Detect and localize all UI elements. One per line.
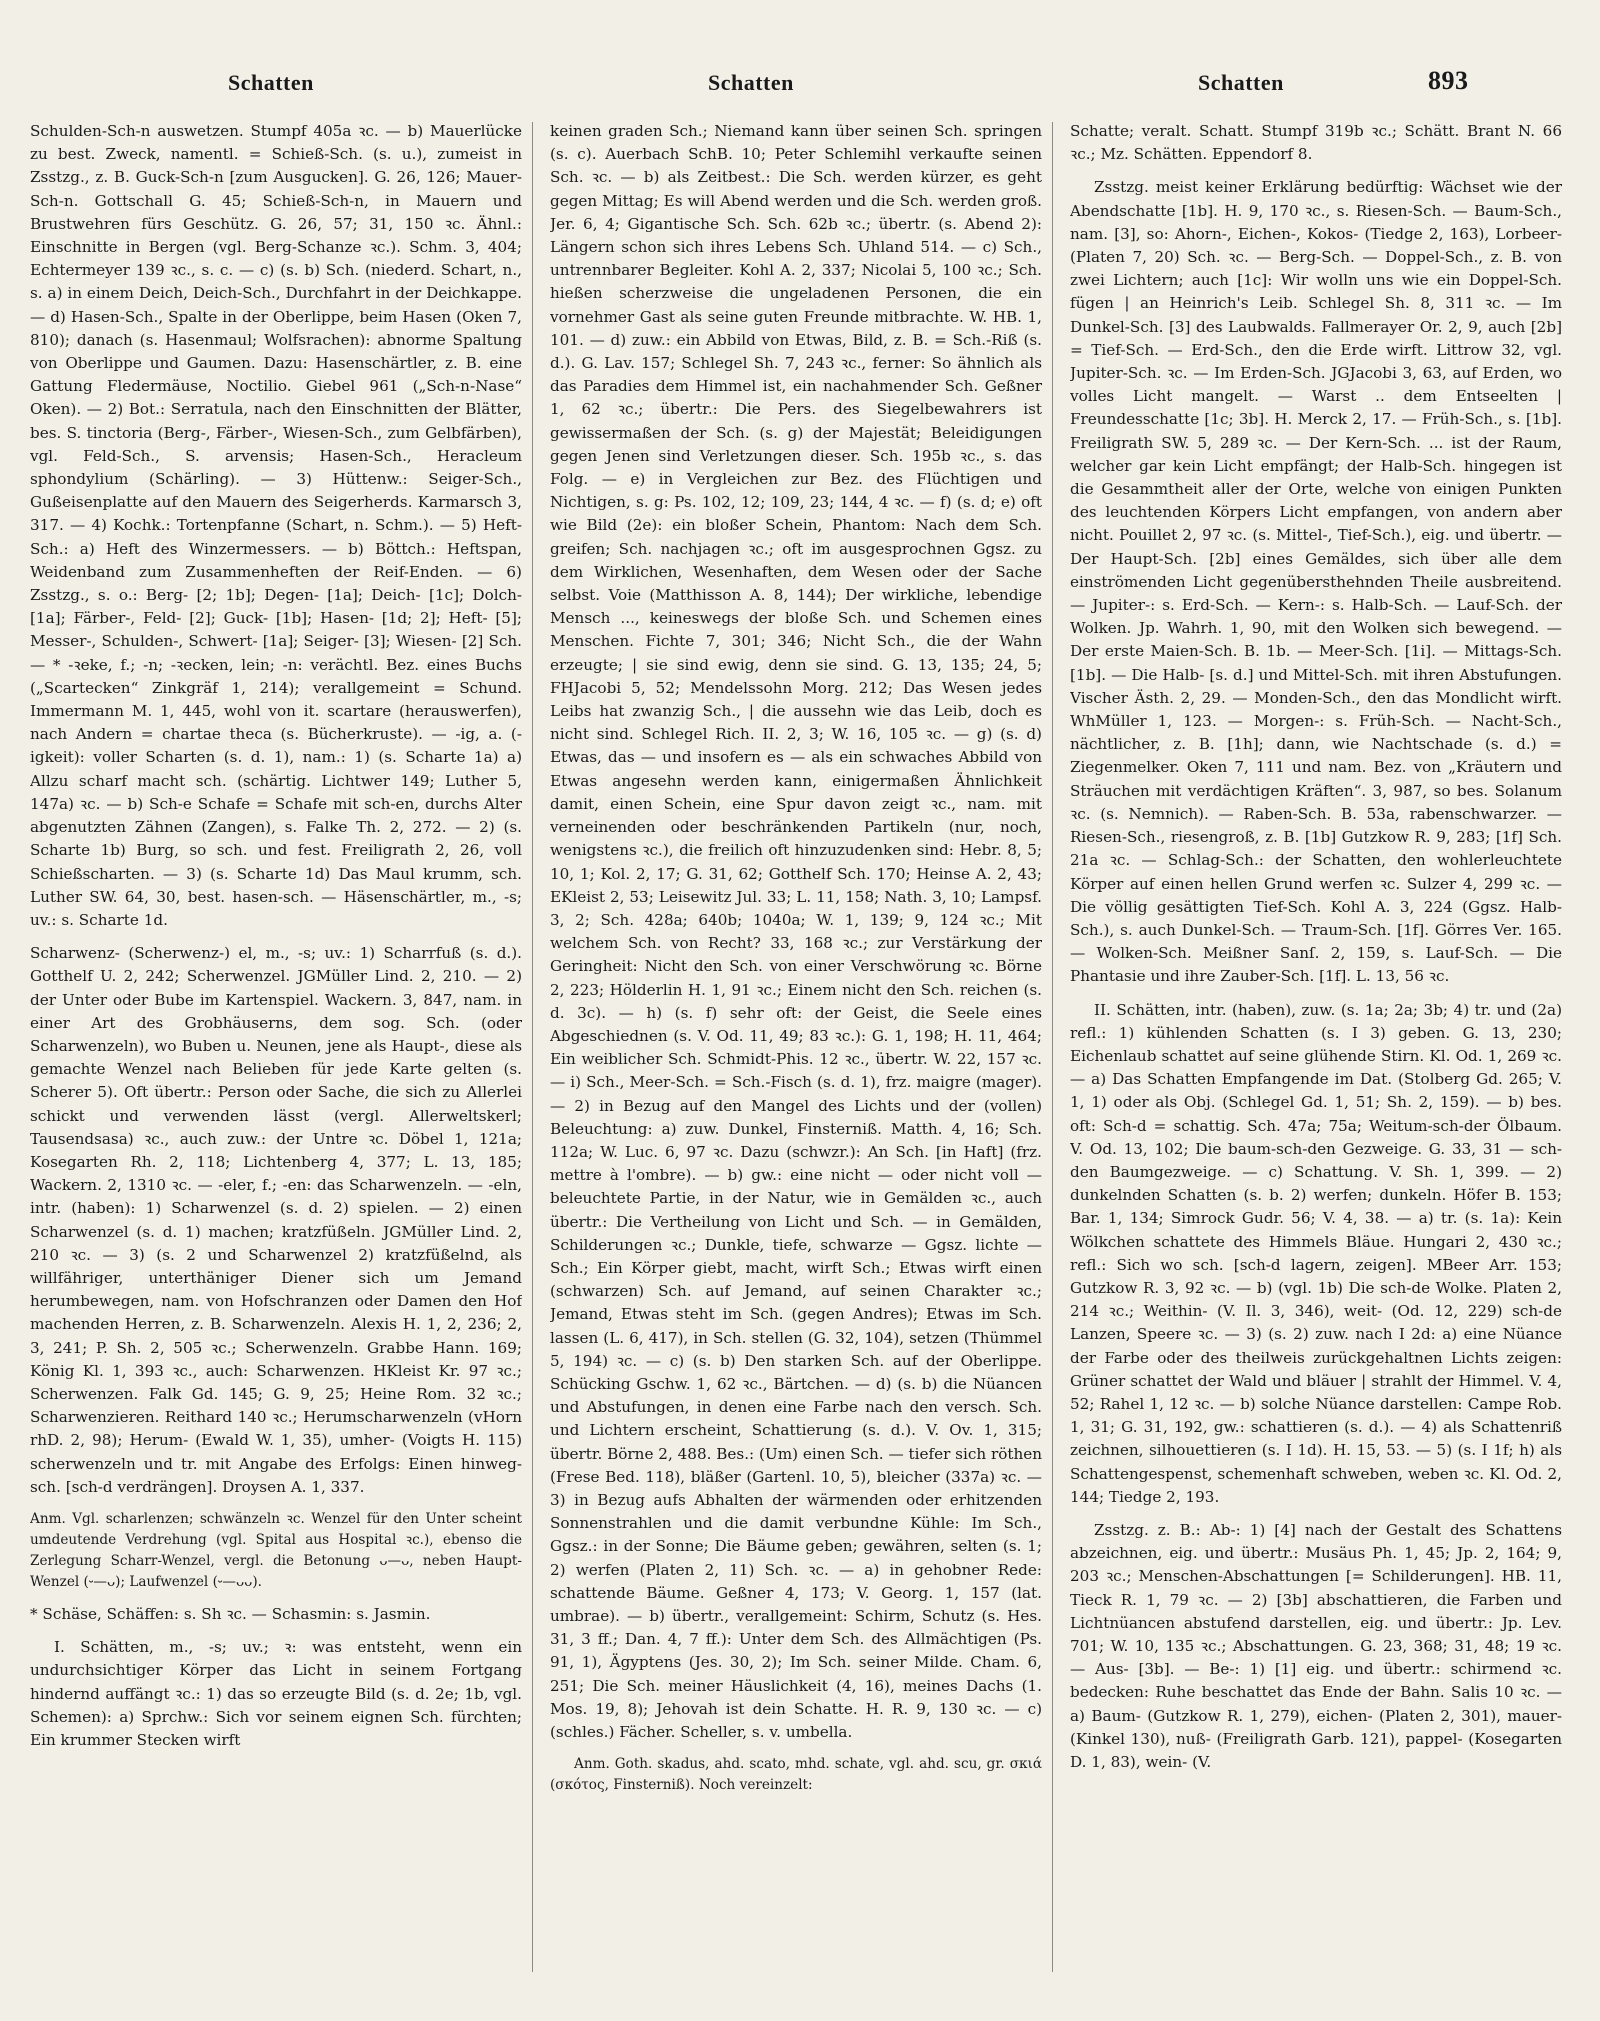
entry-scharte-continued: Schulden-Sch-n auswetzen. Stumpf 405a ꝛc. — b) Mauerlücke zu best. Zweck, namentl. = Schieß-Sch. (s. u.), zumeist in Zsstzg., z. B. Guck-Sch-n [zum Ausgucken]. G. 26, 126; Mauer-Sch-n. Gottschall G. 45; Schieß-Sch-n, in Mauern und Brustwehren fürs Geschütz. G. 26, 57; 31, 150 ꝛc. Ähnl.: Einschnitte in Bergen (vgl. Berg-Schanze ꝛc.). Schm. 3, 404; Echtermeyer 139 ꝛc., s. c. — c) (s. b) Sch. (niederd. Schart, n., s. a) in einem Deich, Deich-Sch., Durchfahrt in der Deichkappe. — d) Hasen-Sch., Spalte in der Oberlippe, beim Hasen (Oken 7, 810); danach (s. Hasenmaul; Wolfsrachen): abnorme Spaltung von Oberlippe und Gaumen. Dazu: Hasenschärtler, z. B. eine Gattung Fledermäuse, Noctilio. Giebel 961 („Sch-n-Nase“ Oken). — 2) Bot.: Serratula, nach den Einschnitten der Blätter, bes. S. tinctoria (Berg-, Färber-, Wiesen-Sch., zum Gelbfärben), vgl. Feld-Sch., S. arvensis; Hasen-Sch., Heracleum sphondylium (Schärling). — 3) Hüttenw.: Seiger-Sch., Gußeisenplatte auf den Mauern des Seigerherds. Karmarsch 3, 317. — 4) Kochk.: Tortenpfanne (Schart, n. Schm.). — 5) Heft-Sch.: a) Heft des Winzermessers. — b) Böttch.: Heftspan, Weidenband zum Zusammenheften der Reif-Enden. — 6) Zsstzg., s. o.: Berg- [2; 1b]; Degen- [1a]; Deich- [1c]; Dolch- [1a]; Färber-, Feld- [2]; Guck- [1b]; Hasen- [1d; 2]; Heft- [5]; Messer-, Schulden-, Schwert- [1a]; Seiger- [3]; Wiesen- [2] Sch. — * -ꝛeke, f.; -n; -ꝛecken, lein; -n: verächtl. Bez. eines Buchs („Scartecken“ Zinkgräf 1, 214); verallgemeint = Schund. Immermann M. 1, 445, wohl von it. scartare (herauswerfen), nach Andern = chartae theca (s. Bücherkruste). — -ig, a. (-igkeit): voller Scharten (s. d. 1), nam.: 1) (s. Scharte 1a) a) Allzu scharf macht sch. (schärtig. Lichtwer 149; Luther 5, 147a) ꝛc. — b) Sch-e Schafe = Schafe mit sch-en, durchs Alter abgenutzten Zähnen (Zangen), s. Falke Th. 2, 272. — 2) (s. Scharte 1b) Burg, so sch. und fest. Freiligrath 2, 26, voll Schießscharten. — 3) (s. Scharte 1d) Das Maul krumm, sch. Luther SW. 64, 30, best. hasen-sch. — Häsenschärtler, m., -s; uv.: s. Scharte 1d. [30,122,522,929]
column-divider [532,122,533,1972]
entry-scharwenzel-note: Anm. Vgl. scharlenzen; schwänzeln ꝛc. Wenzel für den Unter scheint umdeutende Verdrehung (vgl. Spital aus Hospital ꝛc.), ebenso die Zerlegung Scharr-Wenzel, vergl. die Betonung ᴗ—ᴗ, neben Haupt-Wenzel (⏑—ᴗ); Laufwenzel (⏑—ᴗᴗ). [30,1510,522,1590]
entry-scharwenzel: Scharwenz- (Scherwenz-) el, m., -s; uv.: 1) Scharrfuß (s. d.). Gotthelf U. 2, 242; Scherwenzel. JGMüller Lind. 2, 210. — 2) der Unter oder Bube im Kartenspiel. Wackern. 3, 847, nam. in einer Art des Grobhäuserns, dem sog. Sch. (oder Scharwenzeln), wo Buben u. Neunen, jene als Haupt-, diese als gemachte Wenzel nach Belieben für jede Karte gelten (s. Scherer 5). Oft übertr.: Person oder Sache, die sich zu Allerlei schickt und verwenden lässt (vergl. Allerweltskerl; Tausendsasa) ꝛc., auch zuw.: der Untre ꝛc. Döbel 1, 121a; Kosegarten Rh. 2, 118; Lichtenberg 4, 377; L. 13, 185; Wackern. 2, 1310 ꝛc. — -eler, f.; -en: das Scharwenzeln. — -eln, intr. (haben): 1) Scharwenzel (s. d. 2) spielen. — 2) einen Scharwenzel (s. d. 1) machen; kratzfüßeln. JGMüller Lind. 2, 210 ꝛc. — 3) (s. 2 und Scharwenzel 2) kratzfüßelnd, als willfähriger, unterthäniger Diener sich um Jemand herumbewegen, nam. von Hofschranzen oder Damen den Hof machenden Herren, z. B. Scharwenzeln. Alexis H. 1, 2, 236; 2, 3, 241; P. Sh. 2, 505 ꝛc.; Scherwenzeln. Grabbe Hann. 169; König Kl. 1, 393 ꝛc., auch: Scharwenzen. HKleist Kr. 97 ꝛc.; Scherwenzen. Falk Gd. 145; G. 9, 25; Heine Rom. 32 ꝛc.; Scharwenzieren. Reithard 140 ꝛc.; Herumscharwenzeln (vHorn rhD. 2, 98); Herum- (Ewald W. 1, 35), umher- (Voigts H. 115) scherwenzeln und tr. mit Angabe des Erfolgs: Einen hinweg-sch. [sch-d verdrängen]. Droysen A. 1, 337. [30,944,522,1496]
column-3 [1070,120,1562,1980]
header-left-headword: Schatten [228,70,314,95]
running-header [0,66,1600,106]
entry-schatten-ii: II. Schätten, intr. (haben), zuw. (s. 1a; 2a; 3b; 4) tr. und (2a) refl.: 1) kühlenden Schatten (s. I 3) geben. G. 13, 230; Eichenlaub schattet auf seine glühende Stirn. Kl. Od. 1, 269 ꝛc. — a) Das Schatten Empfangende im Dat. (Stolberg Gd. 265; V. 1, 1) oder als Obj. (Schlegel Gd. 1, 51; Sh. 2, 159). — b) bes. oft: Sch-d = schattig. Sch. 47a; 75a; Weitum-sch-der Ölbaum. V. Od. 13, 102; Die baum-sch-den Gezweige. G. 33, 31 — sch-den Baumgezweige. — c) Schattung. V. Sh. 1, 399. — 2) dunkelnden Schatten (s. b. 2) werfen; dunkeln. Höfer B. 153; Bar. 1, 134; Simrock Gudr. 56; V. 4, 38. — a) tr. (s. 1a): Kein Wölkchen schattete des Himmels Bläue. Hungari 2, 430 ꝛc.; refl.: Sich wo sch. [sch-d lagern, zeigen]. MBeer Arr. 153; Gutzkow R. 3, 92 ꝛc. — b) (vgl. 1b) Die sch-de Wolke. Platen 2, 214 ꝛc.; Weithin- (V. Il. 3, 346), weit- (Od. 12, 229) sch-de Lanzen, Speere ꝛc. — 3) (s. 2) zuw. nach I 2d: a) eine Nüance der Farbe oder des theilweis zurückgehaltnen Lichts zeigen: Grüner schattet der Wald und bläuer | strahlt der Himmel. V. 4, 52; Rahel 1, 12 ꝛc. — b) solche Nüance darstellen: Campe Rob. 1, 31; G. 31, 192, gw.: schattieren (s. d.). — 4) als Schattenriß zeichnen, silhouettieren (s. I 1d). H. 15, 53. — 5) (s. I 1f; h) als Schattengespenst, schemenhaft schweben, weben ꝛc. Kl. Od. 2, 144; Tiedge 2, 193. [1070,1000,1562,1506]
column-1 [30,120,522,1980]
entry-schaese: * Schäse, Schäffen: s. Sh ꝛc. — Schasmin: s. Jasmin. [30,1604,431,1623]
entry-schatten-ii-compounds: Zsstzg. z. B.: Ab-: 1) [4] nach der Gestalt des Schattens abzeichnen, eig. und übertr.: Musäus Ph. 1, 45; Jp. 2, 164; 9, 203 ꝛc.; Menschen-Abschattungen [= Schilderungen]. HB. 11, Tieck R. 1, 79 ꝛc. — 2) [3b] abschattieren, die Farben und Lichtnüancen abstufend darstellen, eig. und übertr.: Jp. Lev. 701; W. 10, 135 ꝛc.; Abschattungen. G. 23, 368; 31, 48; 19 ꝛc. — Aus- [3b]. — Be-: 1) [1] eig. und übertr.: schirmend ꝛc. bedecken: Ruhe beschattet das Ende der Bahn. Salis 10 ꝛc. — a) Baum- (Gutzkow R. 1, 279), eichen- (Platen 2, 301), mauer- (Kinkel 130), nuß- (Freiligrath Garb. 121), pappel- (Kosegarten D. 1, 83), wein- (V. [1070,1520,1562,1772]
entry-schatten-i-continued: keinen graden Sch.; Niemand kann über seinen Sch. springen (s. c). Auerbach SchB. 10; Peter Schlemihl verkaufte seinen Sch. ꝛc. — b) als Zeitbest.: Die Sch. werden kürzer, es geht gegen Mittag; Es will Abend werden und die Sch. werden groß. Jer. 6, 4; Gigantische Sch. Sch. 62b ꝛc.; übertr. (s. Abend 2): Längern schon sich ihres Lebens Sch. Uhland 514. — c) Sch., untrennbarer Begleiter. Kohl A. 2, 337; Nicolai 5, 100 ꝛc.; Sch. hießen scherzweise die ungeladenen Personen, die ein vornehmer Gast als seine guten Freunde mitbrachte. W. HB. 1, 101. — d) zuw.: ein Abbild von Etwas, Bild, z. B. = Sch.-Riß (s. d.). G. Lav. 157; Schlegel Sh. 7, 243 ꝛc., ferner: So ähnlich als das Paradies dem Himmel ist, ein nachahmender Sch. Geßner 1, 62 ꝛc.; übertr.: Die Pers. des Siegelbewahrers ist gewissermaßen der Sch. (s. g) der Majestät; Beleidigungen gegen Jenen sind Verletzungen dieser. Sch. 195b ꝛc., s. das Folg. — e) in Vergleichen zur Bez. des Flüchtigen und Nichtigen, s. g: Ps. 102, 12; 109, 23; 144, 4 ꝛc. — f) (s. d; e) oft wie Bild (2e): ein bloßer Schein, Phantom: Nach dem Sch. greifen; Sch. nachjagen ꝛc.; oft im ausgesprochnen Ggsz. zu dem Wirklichen, Wesenhaften, dem Wesen oder der Sache selbst. Voie (Matthisson A. 8, 144); Der wirkliche, lebendige Mensch ..., keineswegs der bloße Sch. und Schemen eines Menschen. Fichte 7, 301; 346; Nicht Sch., die der Wahn erzeugte; | sie sind ewig, denn sie sind. G. 13, 135; 24, 5; FHJacobi 5, 52; Mendelssohn Morg. 212; Das Wesen jedes Leibs hat zwanzig Sch., | die aussehn wie das Leib, doch es nicht sind. Schlegel Rich. II. 2, 3; W. 16, 105 ꝛc. — g) (s. d) Etwas, das — und insofern es — als ein schwaches Abbild von Etwas angesehn werden kann, einigermaßen Ähnlichkeit damit, einen Schein, eine Spur davon zeigt ꝛc., nam. mit verneinenden oder beschränkenden Partikeln (nur, noch, wenigstens ꝛc.), die freilich oft hinzuzudenken sind: Hebr. 8, 5; 10, 1; Kol. 2, 17; G. 31, 62; Gotthelf Sch. 170; Heinse A. 2, 43; EKleist 2, 53; Leisewitz Jul. 33; L. 11, 158; Nath. 3, 10; Lampsf. 3, 2; Sch. 428a; 640b; 1040a; W. 1, 139; 9, 124 ꝛc.; Mit welchem Sch. von Recht? 33, 168 ꝛc.; zur Verstärkung der Geringheit: Nicht den Sch. von einer Verschwörung ꝛc. Börne 2, 223; Hölderlin H. 1, 91 ꝛc.; Einem nicht den Sch. reichen (s. d. 3c). — h) (s. f) sehr oft: der Geist, die Seele eines Abgeschiednen (s. V. Od. 11, 49; 83 ꝛc.): G. 1, 198; H. 11, 464; Ein weiblicher Sch. Schmidt-Phis. 12 ꝛc., übertr. W. 22, 157 ꝛc. — i) Sch., Meer-Sch. = Sch.-Fisch (s. d. 1), frz. maigre (mager). — 2) in Bezug auf den Mangel des Lichts und der (vollen) Beleuchtung: a) zuw. Dunkel, Finsterniß. Matth. 4, 16; Sch. 112a; W. Luc. 6, 97 ꝛc. Dazu (schwzr.): An Sch. [in Haft] (frz. mettre à l'ombre). — b) gw.: eine nicht — oder nicht voll — beleuchtete Partie, in der Natur, wie in Gemälden ꝛc., auch übertr.: Die Vertheilung von Licht und Sch. — in Gemälden, Schilderungen ꝛc.; Dunkle, tiefe, schwarze — Ggsz. lichte — Sch.; Ein Körper giebt, macht, wirft Sch.; Etwas wirft einen (schwarzen) Sch. auf Jemand, auf seinen Charakter ꝛc.; Jemand, Etwas steht im Sch. (gegen Andres); Etwas im Sch. lassen (L. 6, 417), in Sch. stellen (G. 32, 104), setzen (Thümmel 5, 194) ꝛc. — c) (s. b) Den starken Sch. auf der Oberlippe. Schücking Gschw. 1, 62 ꝛc., Bärtchen. — d) (s. b) die Nüancen und Abstufungen, in denen eine Farbe nach den versch. Sch. und Lichtern erscheint, Schattierung (s. d.). V. Ov. 1, 315; übertr. Börne 2, 488. Bes.: (Um) einen Sch. — tiefer sich röthen (Frese Bed. 118), bläßer (Gartenl. 10, 5), bleicher (337a) ꝛc. — 3) in Bezug aufs Abhalten der wärmenden oder erhitzenden Sonnenstrahlen und die damit verbundne Kühle: Im Sch., Ggsz.: in der Sonne; Die Bäume geben; gewähren, selten (s. 1; 2) werfen (Platen 2, 11) Sch. ꝛc. — a) in gehobner Rede: schattende Bäume. Geßner 4, 173; V. Georg. 1, 157 (lat. umbrae). — b) übertr., verallgemeint: Schirm, Schutz (s. Hes. 31, 3 ff.; Dan. 4, 7 ff.): Unter dem Sch. des Allmächtigen (Ps. 91, 1), Ägyptens (Jes. 30, 2); Im Sch. seiner Milde. Cham. 6, 251; Die Sch. meiner Häuslichkeit (4, 16), meines Dachs (1. Mos. 19, 8); Jehovah ist dein Schatte. H. R. 9, 130 ꝛc. — c) (schles.) Fächer. Scheller, s. v. umbella. [550,122,1042,1742]
entry-schatten-i: I. Schätten, m., -s; uv.; ꝛ: was entsteht, wenn ein undurchsichtiger Körper das Licht in seinem Fortgang hindernd auffängt ꝛc.: 1) das so erzeugte Bild (s. d. 2e; 1b, vgl. Schemen): a) Sprchw.: Sich vor seinem eignen Sch. fürchten; Ein krummer Stecken wirft [30,1638,522,1749]
page-number: 893 [1428,66,1469,95]
column-divider [1052,122,1053,1972]
column-2 [550,120,1042,1980]
entry-schatte-variants: Schatte; veralt. Schatt. Stumpf 319b ꝛc.; Schätt. Brant N. 66 ꝛc.; Mz. Schätten. Eppendorf 8. [1070,122,1562,164]
header-center-headword: Schatten [708,70,794,95]
header-right-headword: Schatten [1198,70,1284,95]
entry-schatten-compounds: Zsstzg. meist keiner Erklärung bedürftig: Wächset wie der Abendschatte [1b]. H. 9, 170 ꝛc., s. Riesen-Sch. — Baum-Sch., nam. [3], so: Ahorn-, Eichen-, Kokos- (Tiedge 2, 163), Lorbeer- (Platen 7, 20) Sch. ꝛc. — Berg-Sch. — Doppel-Sch., z. B. von zwei Lichtern; auch [1c]: Wir wolln uns wie ein Doppel-Sch. fügen | an Heinrich's Leib. Schlegel Sh. 8, 311 ꝛc. — Im Dunkel-Sch. [3] des Laubwalds. Fallmerayer Or. 2, 9, auch [2b] = Tief-Sch. — Erd-Sch., den die Erde wirft. Littrow 32, vgl. Jupiter-Sch. ꝛc. — Im Erden-Sch. JGJacobi 3, 63, auf Erden, wo volles Licht mangelt. — Warst .. dem Entseelten | Freundesschatte [1c; 3b]. H. Merck 2, 17. — Früh-Sch., s. [1b]. Freiligrath SW. 5, 289 ꝛc. — Der Kern-Sch. ... ist der Raum, welcher gar kein Licht empfängt; der Halb-Sch. hingegen ist die Gesammtheit aller der Orte, welche von einigen Punkten des leuchtenden Körpers Licht empfangen, von andern aber nicht. Pouillet 2, 97 ꝛc. (s. Mittel-, Tief-Sch.), eig. und übertr. — Der Haupt-Sch. [2b] eines Gemäldes, sich über alle dem einströmenden Licht gegenübersthehnden Theile ausbreitend. — Jupiter-: s. Erd-Sch. — Kern-: s. Halb-Sch. — Lauf-Sch. der Wolken. Jp. Wahrh. 1, 90, mit den Wolken sich bewegend. — Der erste Maien-Sch. B. 1b. — Meer-Sch. [1i]. — Mittags-Sch. [1b]. — Die Halb- [s. d.] und Mittel-Sch. mit ihren Abstufungen. Vischer Ästh. 2, 29. — Monden-Sch., den das Mondlicht wirft. WhMüller 1, 123. — Morgen-: s. Früh-Sch. — Nacht-Sch., nächtlicher, z. B. [1h]; dann, wie Nachtschade (s. d.) = Ziegenmelker. Oken 7, 111 und nam. Bez. von „Kräutern und Sträuchen mit verdächtigen Kräften“. 3, 987, so bes. Solanum ꝛc. (s. Nemnich). — Raben-Sch. B. 53a, rabenschwarzer. — Riesen-Sch., riesengroß, z. B. [1b] Gutzkow R. 9, 283; [1f] Sch. 21a ꝛc. — Schlag-Sch.: der Schatten, den wohlerleuchtete Körper auf einen hellen Grund werfen ꝛc. Sulzer 4, 299 ꝛc. — Die völlig gesättigten Tief-Sch. Kohl A. 3, 224 (Ggsz. Halb-Sch.), s. auch Dunkel-Sch. — Traum-Sch. [1f]. Görres Ver. 165. — Wolken-Sch. Meißner Sanſ. 2, 159, s. Lauf-Sch. — Die Phantasie und ihre Zauber-Sch. [1f]. L. 13, 56 ꝛc. [1070,178,1562,986]
entry-schatten-note: Anm. Goth. skadus, ahd. scato, mhd. schate, vgl. ahd. scu, gr. σκιά (σκότος, Finsterniß). Noch vereinzelt: [550,1756,1042,1794]
